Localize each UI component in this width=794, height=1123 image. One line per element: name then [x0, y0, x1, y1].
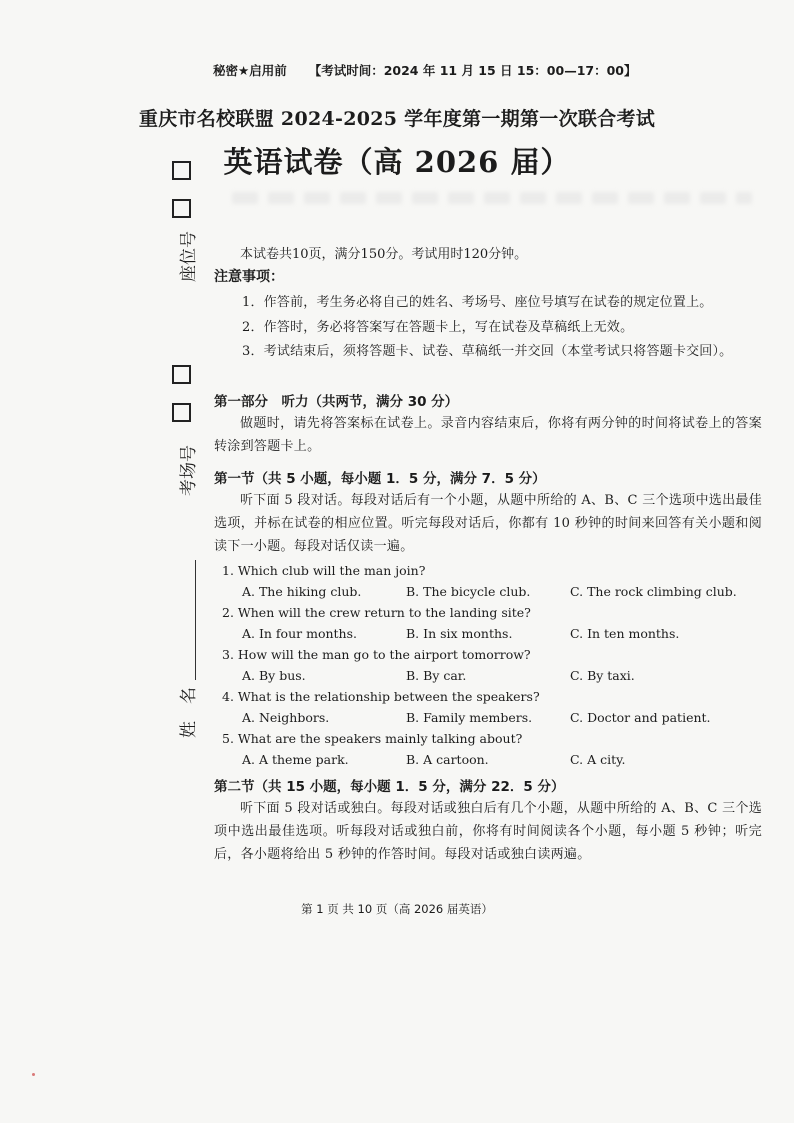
option-c: C. In ten months. — [570, 626, 680, 641]
option-a: A. Neighbors. — [242, 710, 330, 725]
exam-time: 【考试时间：2024 年 11 月 15 日 15：00—17：00】 — [308, 63, 637, 78]
header-line — [213, 61, 637, 79]
name-label: 姓 名 — [179, 687, 199, 738]
option-a: A. The hiking club. — [242, 584, 362, 599]
option-c: C. By taxi. — [570, 668, 635, 683]
option-a: A. A theme park. — [242, 752, 349, 767]
seat-number-box[interactable] — [172, 161, 191, 180]
question-1: 1. Which club will the man join? — [222, 563, 426, 578]
question-2: 2. When will the crew return to the landing site? — [222, 605, 531, 620]
option-b: B. Family members. — [406, 710, 533, 725]
option-a: A. In four months. — [242, 626, 357, 641]
exam-room-box[interactable] — [172, 403, 191, 422]
notice-item: 3．考试结束后，须将答题卡、试卷、草稿纸一并交回（本堂考试只将答题卡交回）。 — [242, 344, 733, 359]
option-b: B. In six months. — [406, 626, 513, 641]
option-a: A. By bus. — [242, 668, 306, 683]
question-5: 5. What are the speakers mainly talking about? — [222, 731, 523, 746]
exam-main-title: 重庆市名校联盟 2024-2025 学年度第一期第一次联合考试 — [138, 108, 656, 130]
option-c: C. A city. — [570, 752, 626, 767]
scan-speck — [32, 1073, 35, 1076]
option-b: B. By car. — [406, 668, 467, 683]
exam-room-box[interactable] — [172, 365, 191, 384]
part1-instruction: 做题时，请先将答案标在试卷上。录音内容结束后，你将有两分钟的时间将试卷上的答案转涂到答题卡上。 — [214, 416, 762, 454]
notice-item: 1．作答前，考生务必将自己的姓名、考场号、座位号填写在试卷的规定位置上。 — [242, 295, 713, 310]
exam-room-label: 考场号 — [179, 445, 199, 496]
option-b: B. A cartoon. — [406, 752, 489, 767]
option-b: B. The bicycle club. — [406, 584, 531, 599]
section1-title: 第一节（共 5 小题，每小题 1．5 分，满分 7．5 分） — [214, 471, 546, 487]
secrecy-label: 秘密★启用前 — [213, 63, 287, 78]
page-footer: 第 1 页 共 10 页（高 2026 届英语） — [301, 902, 493, 916]
faded-scan-line — [232, 192, 752, 204]
option-c: C. Doctor and patient. — [570, 710, 711, 725]
part1-title: 第一部分 听力（共两节，满分 30 分） — [214, 394, 459, 410]
paper-intro: 本试卷共10页，满分150分。考试用时120分钟。 — [240, 247, 528, 262]
name-write-line[interactable] — [195, 560, 196, 680]
notice-item: 2．作答时，务必将答案写在答题卡上，写在试卷及草稿纸上无效。 — [242, 320, 634, 335]
question-3: 3. How will the man go to the airport tomorrow? — [222, 647, 531, 662]
seat-number-box[interactable] — [172, 199, 191, 218]
section2-instruction: 听下面 5 段对话或独白。每段对话或独白后有几个小题，从题中所给的 A、B、C 三个选项中选出最佳选项。听每段对话或独白前，你将有时间阅读各个小题，每小题 5 秒钟；听完后，各小题将给出 5 秒钟的作答时间。每段对话或独白读两遍。 — [214, 801, 762, 862]
paper-title: 英语试卷（高 2026 届） — [223, 145, 571, 179]
seat-number-label: 座位号 — [179, 231, 199, 282]
option-c: C. The rock climbing club. — [570, 584, 737, 599]
section2-title: 第二节（共 15 小题，每小题 1．5 分，满分 22．5 分） — [214, 779, 565, 795]
section1-instruction: 听下面 5 段对话。每段对话后有一个小题，从题中所给的 A、B、C 三个选项中选出最佳选项，并标在试卷的相应位置。听完每段对话后，你都有 10 秒钟的时间来回答有关小题和阅读下一小题。每段对话仅读一遍。 — [214, 493, 762, 554]
question-4: 4. What is the relationship between the speakers? — [222, 689, 540, 704]
notice-title: 注意事项： — [214, 269, 284, 285]
